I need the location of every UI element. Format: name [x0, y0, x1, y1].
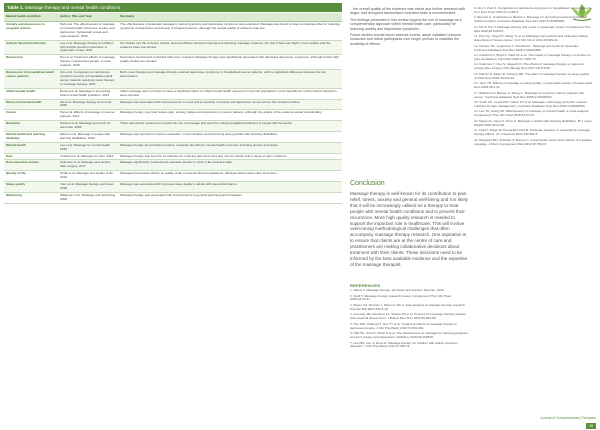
reference-text: Crawford C, Boyd C, Paat CF et al. The impact of massage therapy on function in pain populations. Pain Med 2016;17:1353-75.	[474, 53, 591, 61]
reference-item	[474, 16, 592, 24]
reference-number: 2.	[350, 293, 354, 298]
condition-cell: Dementia	[4, 121, 58, 132]
reference-text: Yeun YR. Effects of massage on sleep quality: a systematic review. J Korean Acad Nurs 2018;48:1-11.	[474, 81, 592, 90]
table-row	[4, 22, 342, 41]
table-row	[4, 153, 342, 160]
condition-cell: Well-being	[4, 192, 58, 203]
condition-cell: Mental health and learning disability	[4, 131, 58, 142]
author-cell: Mo et al. Massage therapy and mood. 2020	[58, 99, 118, 110]
reference-text: Mo S, Kim T. Massage therapy and mood: a systematic review. Complement Ther Med 2020;48:102272.	[474, 24, 591, 33]
page-number: 25	[586, 423, 596, 429]
reference-item	[474, 54, 592, 62]
continuation-text	[350, 7, 468, 48]
reference-item	[474, 7, 592, 15]
reference-number: 13.	[474, 53, 480, 58]
table-row	[4, 182, 342, 193]
reference-text: Lee MS, Kim JI, Ernst E. Massage therapy for children with autism spectrum disorders. J Clin Psychiatry 2011;72:406-11.	[350, 340, 458, 349]
summary-cell: Massage therapy was associated with improvements in general well-being and relaxation.	[118, 192, 342, 203]
reference-item	[474, 63, 592, 71]
condition-cell: Anxiety and depression in pregnant women	[4, 22, 58, 41]
condition-cell: Depression	[4, 55, 58, 70]
reference-text: Kennedy AB, Cambron JA, Sharpe PA et al. Process for massage therapy practice and essential assessment. J Bodyw Mov Ther 2016;20:484-96.	[350, 312, 467, 321]
column-header: Author, Title and Year	[58, 13, 118, 22]
author-cell: Hou et al. Treatment effects of massage therapy in depressed people: a meta-analysis. 2010	[58, 55, 118, 70]
references-list-right	[474, 7, 592, 148]
paragraph: The findings presented in this review support the use of massage as a complementary approach within mental health care, particularly for reducing anxiety and depressive symptoms.	[350, 17, 462, 31]
summary-cell: The effectiveness of antenatal massage in reducing anxiety and depressive symptoms was examined. Massage was found to have a moderate effect in reducing symptoms of depression and anxiety in pregnant women, although the overall quality of evidence was low.	[118, 22, 342, 41]
reference-item	[474, 139, 592, 147]
author-cell: Kukimoto et al. Massage and anxiety after surgery. 2017	[58, 160, 118, 171]
condition-cell: Mood and mental health	[4, 99, 58, 110]
reference-item	[474, 35, 592, 43]
reference-number: 22.	[474, 137, 480, 142]
author-cell: Hall et al. The effectiveness of massage on mental health outcomes: anxiety and depression. Systematic review and meta-analysis. 2020	[58, 22, 118, 41]
author-cell: Pan et al. Effects of massage on cancer patients. 2014	[58, 110, 118, 121]
summary-cell: Massage significantly reduced post-operative anxiety in most of the included trials.	[118, 160, 342, 171]
summary-cell: Seventeen randomised controlled trials were included. Massage therapy was significantly associated with alleviated depressive symptoms, although further high quality studies are needed.	[118, 55, 342, 70]
author-cell: Wilkinson et al. Massage and well-being. 2008	[58, 192, 118, 203]
reference-text: Field T. Massage therapy research review. Complement Ther Clin Pract 2016;24:19-31.	[350, 293, 452, 302]
reference-text: Hou WH, Chiang PT, Hsu TY et al. Treatment effects of massage therapy in depressed people. J Clin Psychiatry 2010;71:894-901.	[350, 321, 457, 330]
reference-text: Pan YQ, Yang KH, Wang YL et al. Massage interventions and treatment-related side effects of breast cancer. Int J Clin Oncol 2014;19:829-41.	[474, 34, 588, 43]
table-row	[4, 110, 342, 121]
reference-text: Miozzo R, Eaton B, Pokorny ME. The effect of massage therapy on sleep quality. J Holist Nurs 2018;36:234-42.	[474, 71, 590, 80]
paragraph: ...the overall quality of the evidence was mixed and further research with larger, well designed randomised controlled trials is recommended.	[350, 7, 466, 16]
reference-item	[474, 45, 592, 53]
reference-text: Hall HG, Cant R, Munk N et al. The effectiveness of massage for reducing pregnant women's anxiety and depression. Midwifery 2020;90:102818.	[350, 331, 468, 340]
paragraph: Future studies should report adverse events, adopt validated outcome measures and follow participants over longer periods to establish the durability of effects.	[350, 33, 462, 46]
reference-number: 3.	[350, 302, 354, 307]
reference-text: Wilkinson S, Barnes K, Storey L. Massage for symptom relief in patients with cancer. Cochrane Database Syst Rev 2008;4:CD006200.	[474, 90, 585, 99]
table-row	[4, 40, 342, 55]
table-row	[4, 88, 342, 99]
reference-text: Lee JH, Jeong SH. Effectiveness of massage on mental health: a meta-analysis. Complement Ther Clin Pract 2018;31:87-93.	[474, 109, 590, 118]
table-caption-title: Massage therapy and mental health conditions	[25, 5, 121, 10]
column-header: Mental health condition	[4, 13, 58, 22]
table-row	[4, 160, 342, 171]
reference-text: Hansen NV, Jorgensen T, Ortenblad L. Massage and touch for dementia. Cochrane Database Syst Rev 2006;4:CD004989.	[474, 43, 579, 52]
reference-text: Rapaport MH, Schettler P, Bresee C. A preliminary study of the effects of repeated massage. J Altern Complement Med 2012;18:789-97.	[474, 137, 592, 146]
journal-name: Journal of Complementary Therapies	[540, 416, 596, 420]
reference-text: Kim J, Park S. Comparison of depressive symptoms in hospitalised cancer patients. Int J Nurs Pract 2021;27:e12871.	[474, 6, 592, 14]
reference-number: 8.	[474, 6, 478, 10]
reference-item	[350, 323, 468, 331]
condition-cell: Post-operative anxiety	[4, 160, 58, 171]
right-column	[350, 3, 595, 421]
author-cell: Lee et al. Massage for mental health. 2018	[58, 142, 118, 153]
references-heading: REFERENCES	[350, 283, 381, 288]
summary-cell: Six studies met the inclusion criteria. Several children showed improvement following massage; however, the risk of bias was high in most studies and the evidence base was limited.	[118, 40, 342, 55]
reference-item	[474, 129, 592, 137]
reference-item	[350, 313, 468, 321]
reference-item	[350, 295, 468, 303]
reference-text: Moyer CA, Rounds J, Hannum JW. A meta-analysis of massage therapy research. Psychol Bull 2004;130:3-18.	[350, 302, 466, 311]
table-row	[4, 121, 342, 132]
summary-cell: Infant massage was not shown to have a significant effect on infant mental health outcomes in low-risk populations; some benefits for mother-infant interaction were reported.	[118, 88, 342, 99]
reference-number: 19.	[474, 109, 480, 114]
summary-cell: Massage therapy demonstrated small to moderate benefits for mental health outcomes including anxiety and stress.	[118, 142, 342, 153]
reference-number: 18.	[474, 100, 480, 105]
author-cell: Hansen et al. Massage and touch for dementia. 2006	[58, 121, 118, 132]
reference-number: 15.	[474, 71, 480, 76]
table-row	[4, 99, 342, 110]
summary-cell: Massage was associated with improvements in mood and a reduction in anxiety and depression scores across the included studies.	[118, 99, 342, 110]
condition-cell: Sleep quality	[4, 182, 58, 193]
reference-item	[474, 92, 592, 100]
summary-cell: Both music therapy and massage therapy reduced depressive symptoms in hospitalised cancer patients, with no significant difference between the two interventions.	[118, 70, 342, 89]
conclusion-text: Massage therapy is well-known for its contribution to pain relief, stress, anxiety and general well-being and it is likely that it will be increasingly utilised as a therapy to treat people with mental health conditions and to prevent their recurrence. More high quality research is needed to support the important role in healthcare. This will involve overcoming methodological challenges that often accompany massage therapy research. One aspiration is to ensure that clients are at the centre of care and practitioners are making collaborative decisions about treatment with their clients. These decisions need to be informed by the best available evidence and the expertise of the massage therapist.	[350, 191, 468, 267]
table-row	[4, 55, 342, 70]
condition-cell: Infant mental health	[4, 88, 58, 99]
author-cell: Yeun et al. Massage therapy and sleep. 2018	[58, 182, 118, 193]
reference-number: 14.	[474, 62, 480, 67]
column-header: Summary	[118, 13, 342, 22]
reference-number: 10.	[474, 24, 480, 29]
reference-item	[474, 110, 592, 118]
condition-cell: Autistic Spectrum Disorder	[4, 40, 58, 55]
author-cell: Mason et al. Massage in people with learning disabilities. 2020	[58, 131, 118, 142]
condition-cell: Pain	[4, 153, 58, 160]
author-cell: Lee et al. Massage therapy for children with autistic spectrum disorders: a systematic review. 2011	[58, 40, 118, 55]
reference-text: Bennett C, Underdown A, Barlow J. Massage for promoting mental and physical health in infants. Cochrane Database Syst Rev 2013;4:CD005038.	[474, 15, 587, 24]
references-list-left	[350, 289, 468, 351]
reference-item	[474, 82, 592, 90]
page-footer	[530, 414, 596, 428]
reference-item	[350, 332, 468, 340]
table-caption	[4, 3, 342, 12]
reference-number: 6.	[350, 331, 354, 336]
reference-item	[350, 304, 468, 312]
table-row	[4, 70, 342, 89]
reference-text: Field T, Diego M, Hernandez-Reif M. Moderate pressure is essential for massage therapy effects. Int J Neurosci 2010;120:381-5.	[474, 128, 591, 137]
reference-item	[474, 26, 592, 34]
table-row	[4, 192, 342, 203]
reference-item	[474, 101, 592, 109]
reference-item	[474, 73, 592, 81]
reference-number: 17.	[474, 90, 480, 95]
reference-text: Kukimoto Y, Ooe N, Ideguchi N. The effects of massage therapy on pain and anxiety after surgery. Pain Manag Nurs 2017;18:378-90.	[474, 62, 584, 71]
summary-cell: Massage was associated with improved sleep quality in adults with sleep disturbance.	[118, 182, 342, 193]
table-row	[4, 142, 342, 153]
summary-cell: Massage therapy may help reduce pain, anxiety, fatigue and depression in cancer patients, although the quality of the evidence varied considerably.	[118, 110, 342, 121]
reference-number: 7.	[350, 340, 354, 345]
condition-cell: Quality of life	[4, 171, 58, 182]
reference-number: 5.	[350, 321, 354, 326]
mental-health-table	[4, 13, 342, 204]
reference-number: 1.	[350, 288, 354, 292]
reference-text: Sabra S. Massage therapy: principles and practice. Elsevier, 2016.	[353, 288, 445, 292]
reference-number: 12.	[474, 43, 480, 48]
author-cell: Smith et al. Massage and quality of life. 2019	[58, 171, 118, 182]
author-cell: Kim et al. Comparison of depressive symptom severity of hospitalised adult cancer patients receiving music therapy or massage therapy. 2021	[58, 70, 118, 89]
reference-number: 11.	[474, 34, 479, 39]
summary-cell: Massage had positive effects on quality of life in several clinical populations, although effects were often short-term.	[118, 171, 342, 182]
table-header-row	[4, 13, 342, 22]
table-caption-label: Table 1.	[7, 5, 24, 10]
condition-cell: Cancer	[4, 110, 58, 121]
reference-text: Mason R, Jones K, Price A. Massage in adults with learning disabilities. Br J Learn Disabil 2020;48:12-20.	[474, 118, 592, 127]
reference-item	[350, 289, 468, 293]
summary-cell: Massage was reported to improve relaxation, communication and well-being among adults with learning disabilities.	[118, 131, 342, 142]
reference-number: 21.	[474, 128, 480, 133]
author-cell: Crawford et al. Massage for pain. 2016	[58, 153, 118, 160]
reference-number: 16.	[474, 81, 480, 86]
conclusion-heading: Conclusion	[350, 180, 385, 187]
summary-cell: There was limited evidence to support the use of massage and touch for reducing agitated behaviour in people with dementia.	[118, 121, 342, 132]
condition-cell: Depression in hospitalised adult cancer patients	[4, 70, 58, 89]
table-row	[4, 131, 342, 142]
condition-cell: Mental health	[4, 142, 58, 153]
author-cell: Bennett et al. Massage in preventing infant mental health problems. 2013	[58, 88, 118, 99]
reference-number: 4.	[350, 312, 354, 317]
reference-item	[474, 120, 592, 128]
table-row	[4, 171, 342, 182]
summary-cell: Massage therapy was found to be effective for reducing pain and improving mood in adults with a range of pain conditions.	[118, 153, 342, 160]
reference-item	[350, 342, 468, 350]
reference-number: 20.	[474, 118, 480, 123]
reference-text: Smith CA, Levett KM, Collins CT et al. Massage, reflexology and other manual methods for pain management. Cochrane Database Syst Rev 2018;3:CD009290.	[474, 100, 587, 108]
reference-number: 9.	[474, 15, 478, 20]
